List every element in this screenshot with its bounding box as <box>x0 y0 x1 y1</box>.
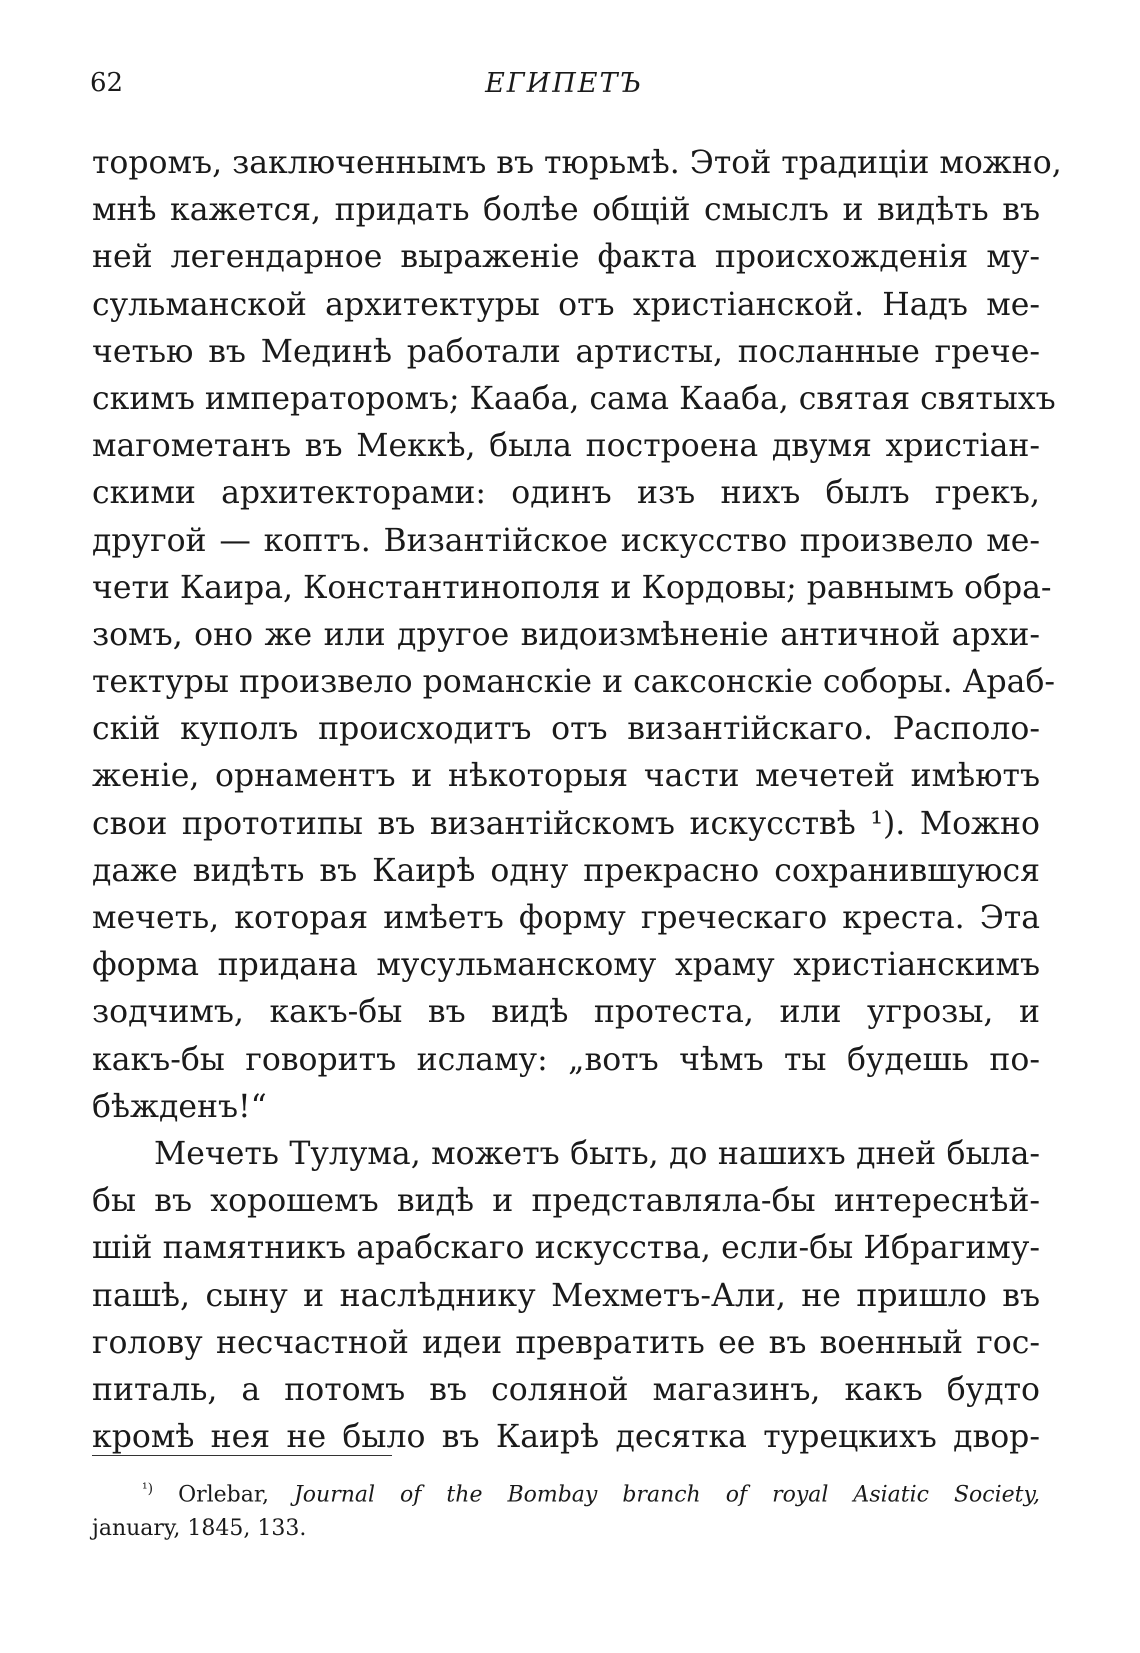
text-line: четью въ Мединѣ работали артисты, посланные грече- <box>92 333 1040 370</box>
page-header <box>90 68 1038 108</box>
text-line: пашѣ, сыну и наслѣднику Мехметъ-Али, не пришло въ <box>92 1277 1040 1314</box>
text-line: зодчимъ, какъ-бы въ видѣ протеста, или угрозы, и <box>92 994 1040 1031</box>
text-line: ней легендарное выраженіе факта происхожденія му- <box>92 239 1040 276</box>
text-line: даже видѣть въ Каирѣ одну прекрасно сохранившуюся <box>92 852 1040 889</box>
footnote-divider <box>92 1455 392 1456</box>
text-line: другой — коптъ. Византійское искусство произвело ме- <box>92 522 1040 559</box>
footnote <box>92 1472 1040 1546</box>
text-line: мнѣ кажется, придать болѣе общій смыслъ и видѣть въ <box>92 192 1040 229</box>
text-line: бы въ хорошемъ видѣ и представляла-бы интереснѣй- <box>92 1183 1040 1220</box>
text-line: кромѣ нея не было въ Каирѣ десятка турецкихъ двор- <box>92 1419 1040 1456</box>
text-line: чети Каира, Константинополя и Кордовы; равнымъ обра- <box>92 569 1052 606</box>
text-line: шій памятникъ арабскаго искусства, если-бы Ибрагиму- <box>92 1230 1040 1267</box>
paragraph-start-line: Мечеть Тулума, можетъ быть, до нашихъ дней была- <box>154 1135 1040 1172</box>
text-line: тектуры произвело романскіе и саксонскіе соборы. Араб- <box>92 664 1056 701</box>
body-text <box>92 140 1062 1461</box>
text-line: женіе, орнаментъ и нѣкоторыя части мечетей имѣютъ <box>92 758 1040 795</box>
footnote-marker: ¹) <box>142 1481 154 1497</box>
text-line: свои прототипы въ византійскомъ искусствѣ ¹). Можно <box>92 805 1040 842</box>
text-line: скій куполъ происходитъ отъ византійскаго. Располо- <box>92 711 1040 748</box>
text-line: скимъ императоромъ; Кааба, сама Кааба, святая святыхъ <box>92 380 1056 417</box>
text-line: магометанъ въ Меккѣ, была построена двумя христіан- <box>92 428 1040 465</box>
footnote-line <box>92 1472 1040 1512</box>
text-line: зомъ, оно же или другое видоизмѣненіе античной архи- <box>92 616 1040 653</box>
footnote-journal: Journal of the Bombay branch of royal Asiatic Society, <box>293 1482 1040 1508</box>
text-line: мечеть, которая имѣетъ форму греческаго креста. Эта <box>92 900 1040 936</box>
text-line: голову несчастной идеи превратить ее въ военный гос- <box>92 1324 1040 1361</box>
text-line: форма придана мусульманскому храму христіанскимъ <box>92 947 1040 984</box>
text-line: питаль, а потомъ въ соляной магазинъ, какъ будто <box>92 1371 1040 1408</box>
running-title: ЕГИПЕТЪ <box>485 68 643 99</box>
text-line: какъ-бы говоритъ исламу: „вотъ чѣмъ ты будешь по- <box>92 1041 1040 1078</box>
text-line: торомъ, заключеннымъ въ тюрьмѣ. Этой традиціи можно, <box>92 145 1062 181</box>
footnote-citation: january, 1845, 133. <box>92 1516 307 1542</box>
text-line: скими архитекторами: одинъ изъ нихъ былъ грекъ, <box>92 475 1040 512</box>
page-number: 62 <box>90 68 124 98</box>
text-line: бѣжденъ!“ <box>92 1088 267 1125</box>
text-line: сульманской архитектуры отъ христіанской. Надъ ме- <box>92 286 1040 323</box>
footnote-author: Orlebar, <box>178 1482 269 1508</box>
